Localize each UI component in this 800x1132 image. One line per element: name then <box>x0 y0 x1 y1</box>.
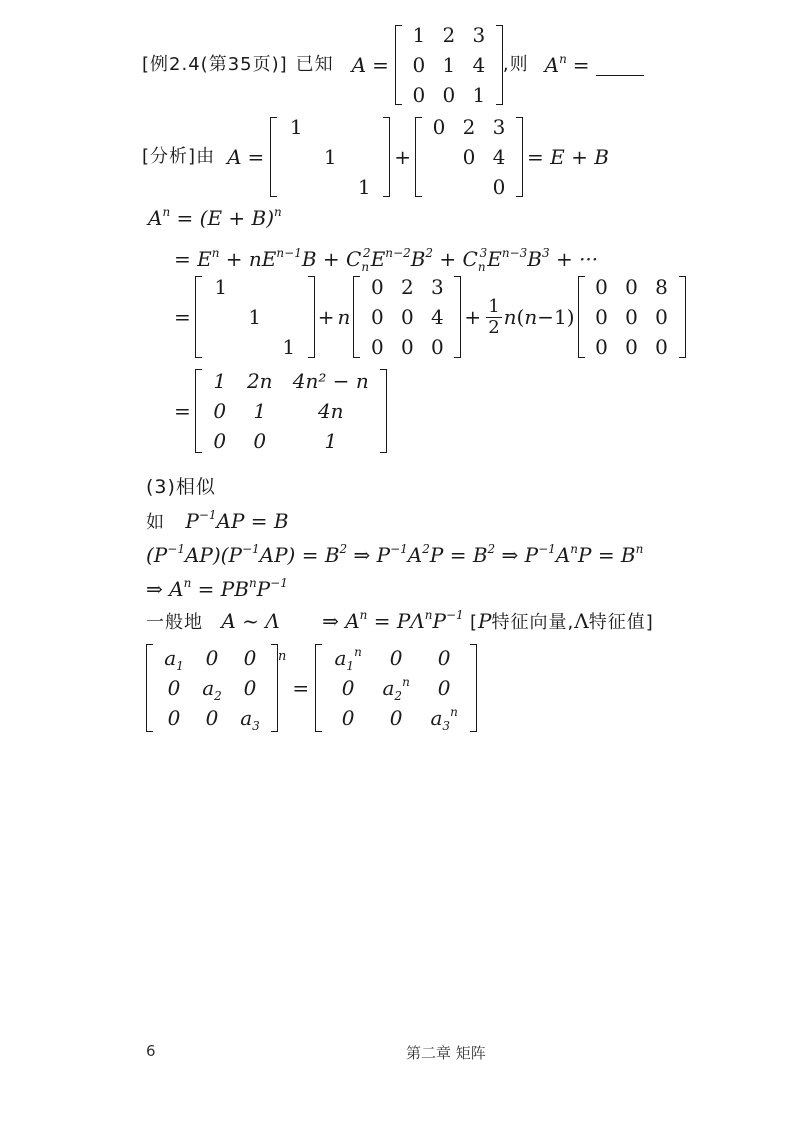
page-reference: 第35页 <box>208 54 272 75</box>
matrix-cell <box>274 274 304 300</box>
matrix-sum-line: = 1 1 1 + n 0 2 3 0 0 4 0 0 0 + $\frac{1}{2}$ n ( n −1) 0 0 8 0 0 0 0 0 0 <box>174 274 686 360</box>
power-line: $A^n = (E + B)^n$ <box>148 205 282 230</box>
matrix-cell: 1 <box>323 145 337 169</box>
matrix-cell: $a_1^n$ <box>334 645 362 673</box>
matrix-cell: 1 <box>253 399 267 423</box>
expansion-line: = $E^n + nE^{n-1}B + C_n^2E^{n-2}B^2 + C_n^3E^{n-3}B^3$ + ··· <box>174 246 599 274</box>
matrix-cell: 0 <box>205 706 219 730</box>
matrix-cell: 1 <box>472 83 486 107</box>
matrix-cell: 1 <box>442 53 456 77</box>
diag-matrix-right <box>315 644 477 732</box>
identity-matrix <box>270 114 390 200</box>
identity-matrix-2 <box>195 274 315 360</box>
matrix-cell <box>426 174 452 200</box>
matrix-cell: $a_2^n$ <box>382 675 410 703</box>
matrix-cell <box>206 334 236 360</box>
matrix-cell: 3 <box>492 115 506 139</box>
matrix-cell: 0 <box>389 706 403 730</box>
matrix-cell: 1 <box>214 275 228 299</box>
matrix-a <box>395 22 503 108</box>
matrix-cell: 0 <box>371 335 384 359</box>
matrix-cell: 0 <box>167 676 181 700</box>
diagonal-power-line: $a_1$ 0 0 0 $a_2$ 0 0 0 $a_3$ n = $a_1^n$ 0 0 0 $a_2^n$ 0 0 0 $a_3^n$ <box>146 642 477 738</box>
matrix-cell: 0 <box>341 706 355 730</box>
matrix-cell: 3 <box>472 23 486 47</box>
page-number: 6 <box>146 1042 156 1060</box>
answer-blank <box>596 55 644 76</box>
matrix-cell <box>240 334 270 360</box>
matrix-cell <box>281 174 311 200</box>
matrix-cell: 0 <box>412 53 426 77</box>
matrix-cell <box>456 174 482 200</box>
matrix-cell: 1 <box>213 369 227 393</box>
matrix-cell: 1 <box>248 305 262 329</box>
matrix-cell <box>206 304 236 330</box>
matrix-cell: 0 <box>437 646 451 670</box>
matrix-cell: 2 <box>442 23 456 47</box>
matrix-cell: 3 <box>431 275 444 299</box>
matrix-cell: 0 <box>213 429 227 453</box>
matrix-cell: 0 <box>371 305 384 329</box>
chapter-title: 第二章 矩阵 <box>406 1044 486 1062</box>
matrix-cell: 4n <box>317 399 344 423</box>
by-text: 由 <box>196 146 216 167</box>
matrix-cell: 0 <box>205 646 219 670</box>
ru-text: 如 <box>146 512 165 533</box>
matrix-cell: 0 <box>253 429 267 453</box>
matrix-cell: 0 <box>412 83 426 107</box>
matrix-cell <box>240 274 270 300</box>
matrix-b-full <box>353 274 461 360</box>
eigenvector-text: 特征向量, <box>491 612 575 633</box>
matrix-cell: 1 <box>282 335 296 359</box>
matrix-cell <box>274 304 304 330</box>
matrix-cell: 1 <box>324 429 338 453</box>
general-text: 一般地 <box>146 612 203 633</box>
matrix-cell: 4 <box>431 305 444 329</box>
matrix-cell: 0 <box>432 115 446 139</box>
matrix-cell: 4 <box>472 53 486 77</box>
matrix-cell: $a_1$ <box>164 646 184 673</box>
diag-matrix-left <box>146 644 278 732</box>
matrix-cell <box>315 114 345 140</box>
general-case: 一般地 A ~ Λ ⇒ $A^n = P\Lambda^nP^{-1}$ [P特征向量,Λ特征值] <box>146 608 654 633</box>
matrix-cell: 1 <box>289 115 303 139</box>
matrix-cell: 0 <box>371 275 384 299</box>
matrix-cell: 0 <box>462 145 476 169</box>
analysis-tag: 分析 <box>150 146 189 167</box>
matrix-cell: 4 <box>492 145 506 169</box>
then-text: ,则 <box>502 54 529 75</box>
matrix-cell: $a_3$ <box>240 706 260 733</box>
matrix-cell: 1 <box>412 23 426 47</box>
matrix-cell: 0 <box>625 335 638 359</box>
example-tag: 例2.4 <box>150 54 201 75</box>
analysis-rhs: = E + B <box>527 145 609 169</box>
matrix-cell: 0 <box>625 305 638 329</box>
matrix-cell <box>426 144 452 170</box>
result-matrix <box>195 368 387 454</box>
matrix-cell: 0 <box>243 646 257 670</box>
matrix-cell: 0 <box>341 676 355 700</box>
matrix-cell: 0 <box>437 676 451 700</box>
matrix-cell: 0 <box>401 335 414 359</box>
matrix-cell: 0 <box>655 335 668 359</box>
result-line: = 1 2n 4n² − n 0 1 4n 0 0 1 <box>174 368 387 454</box>
matrix-cell <box>315 174 345 200</box>
matrix-cell: 0 <box>442 83 456 107</box>
matrix-cell: 0 <box>655 305 668 329</box>
matrix-cell <box>349 144 379 170</box>
matrix-cell <box>349 114 379 140</box>
matrix-cell: 8 <box>655 275 668 299</box>
matrix-cell: 0 <box>492 175 506 199</box>
analysis-line: [分析] 由 A = 1 1 1 + 0 2 3 0 4 0 = E + B <box>142 115 609 199</box>
matrix-cell: 0 <box>213 399 227 423</box>
half-fraction: $\frac{1}{2}$ <box>488 295 500 338</box>
matrix-cell <box>281 144 311 170</box>
matrix-cell: 0 <box>595 335 608 359</box>
matrix-cell: $a_2$ <box>202 676 222 703</box>
matrix-cell: 0 <box>625 275 638 299</box>
matrix-cell: 0 <box>401 305 414 329</box>
matrix-cell: 0 <box>595 305 608 329</box>
matrix-cell: 4n² − n <box>292 369 369 393</box>
similar-definition: 如 $P^{-1}AP = B$ <box>146 508 289 533</box>
eigenvalue-text: 特征值 <box>588 612 646 633</box>
matrix-b-squared <box>578 274 686 360</box>
similar-power: ⇒ $A^n = PB^nP^{-1}$ <box>146 576 288 601</box>
given-text: 已知 <box>295 54 334 75</box>
matrix-cell: 2n <box>246 369 273 393</box>
matrix-cell: 1 <box>357 175 371 199</box>
matrix-cell: 0 <box>595 275 608 299</box>
matrix-b <box>415 114 523 200</box>
matrix-cell: $a_3^n$ <box>430 705 458 733</box>
similar-squared: $(P^{-1}AP)(P^{-1}AP) = B^2$ ⇒ $P^{-1}A^2P = B^2$ ⇒ $P^{-1}A^nP = B^n$ <box>146 542 644 567</box>
matrix-cell: 0 <box>167 706 181 730</box>
example-statement: [例2.4(第35页)] 已知 A = 1 2 3 0 1 4 0 0 1 ,则 $A^n$ = <box>142 26 644 104</box>
matrix-cell: 0 <box>389 646 403 670</box>
matrix-cell: 2 <box>462 115 476 139</box>
matrix-cell: 2 <box>401 275 414 299</box>
matrix-cell: 0 <box>431 335 444 359</box>
matrix-cell: 0 <box>243 676 257 700</box>
section-heading: (3)相似 <box>146 476 216 498</box>
